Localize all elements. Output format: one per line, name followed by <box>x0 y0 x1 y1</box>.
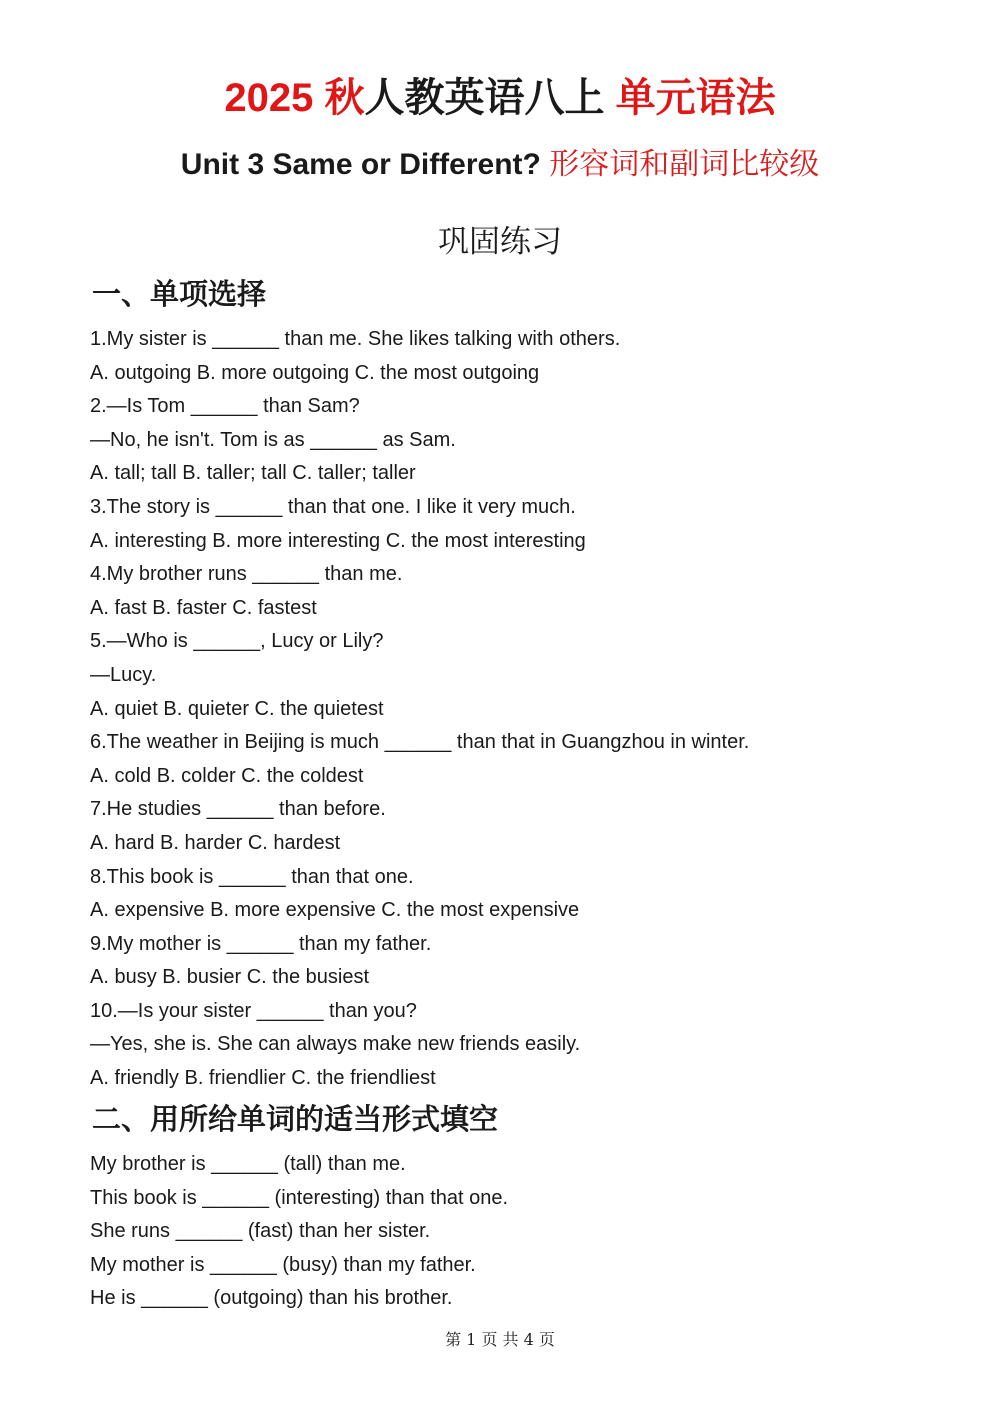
question-line: 1.My sister is ______ than me. She likes talking with others. <box>90 328 621 350</box>
section2-questions <box>90 1148 508 1316</box>
option-line: A. fast B. faster C. fastest <box>90 596 317 619</box>
subtitle-unit: Unit 3 Same or Different? <box>180 148 541 181</box>
document-subtitle <box>0 143 1000 187</box>
option-line: A. tall; tall B. taller; tall C. taller; taller <box>90 462 416 485</box>
question-line: 2.—Is Tom ______ than Sam? <box>90 395 360 418</box>
question-line: —Lucy. <box>90 663 157 686</box>
question-line: 10.—Is your sister ______ than you? <box>90 999 417 1022</box>
option-line: A. outgoing B. more outgoing C. the most outgoing <box>90 361 540 384</box>
question-line: 3.The story is ______ than that one. I like it very much. <box>90 495 576 518</box>
document-title <box>0 72 1000 124</box>
question-line: —No, he isn't. Tom is as ______ as Sam. <box>90 428 456 451</box>
option-line: A. friendly B. friendlier C. the friendliest <box>90 1067 436 1090</box>
title-publisher: 人教英语八上 <box>364 76 605 120</box>
question-line: 5.—Who is ______, Lucy or Lily? <box>90 630 384 653</box>
fill-blank-line: This book is ______ (interesting) than that one. <box>90 1186 509 1209</box>
subtitle-topic: 形容词和副词比较级 <box>549 147 820 182</box>
section1-questions <box>90 323 749 1096</box>
fill-blank-line: He is ______ (outgoing) than his brother. <box>90 1287 453 1310</box>
question-line: 8.This book is ______ than that one. <box>90 865 414 888</box>
question-line: 9.My mother is ______ than my father. <box>90 932 432 955</box>
question-line: 6.The weather in Beijing is much ______ than that in Guangzhou in winter. <box>90 731 750 754</box>
question-line: —Yes, she is. She can always make new friends easily. <box>90 1033 581 1056</box>
page-heading: 巩固练习 <box>438 224 562 260</box>
option-line: A. cold B. colder C. the coldest <box>90 764 364 787</box>
question-line: 7.He studies ______ than before. <box>90 798 386 821</box>
section2-title: 二、用所给单词的适当形式填空 <box>92 1104 499 1136</box>
title-year: 2025 <box>224 76 314 120</box>
section1-title: 一、单项选择 <box>92 279 267 311</box>
page-footer: 第 1 页 共 4 页 <box>445 1330 555 1349</box>
option-line: A. expensive B. more expensive C. the most expensive <box>90 899 580 922</box>
fill-blank-line: My brother is ______ (tall) than me. <box>90 1153 406 1175</box>
option-line: A. quiet B. quieter C. the quietest <box>90 697 384 720</box>
fill-blank-line: She runs ______ (fast) than her sister. <box>90 1220 431 1243</box>
option-line: A. busy B. busier C. the busiest <box>90 966 370 989</box>
question-line: 4.My brother runs ______ than me. <box>90 563 403 586</box>
option-line: A. interesting B. more interesting C. the most interesting <box>90 529 586 552</box>
option-line: A. hard B. harder C. hardest <box>90 831 341 854</box>
fill-blank-line: My mother is ______ (busy) than my father. <box>90 1253 476 1276</box>
title-topic: 单元语法 <box>615 76 776 120</box>
title-autumn: 秋 <box>324 76 365 120</box>
